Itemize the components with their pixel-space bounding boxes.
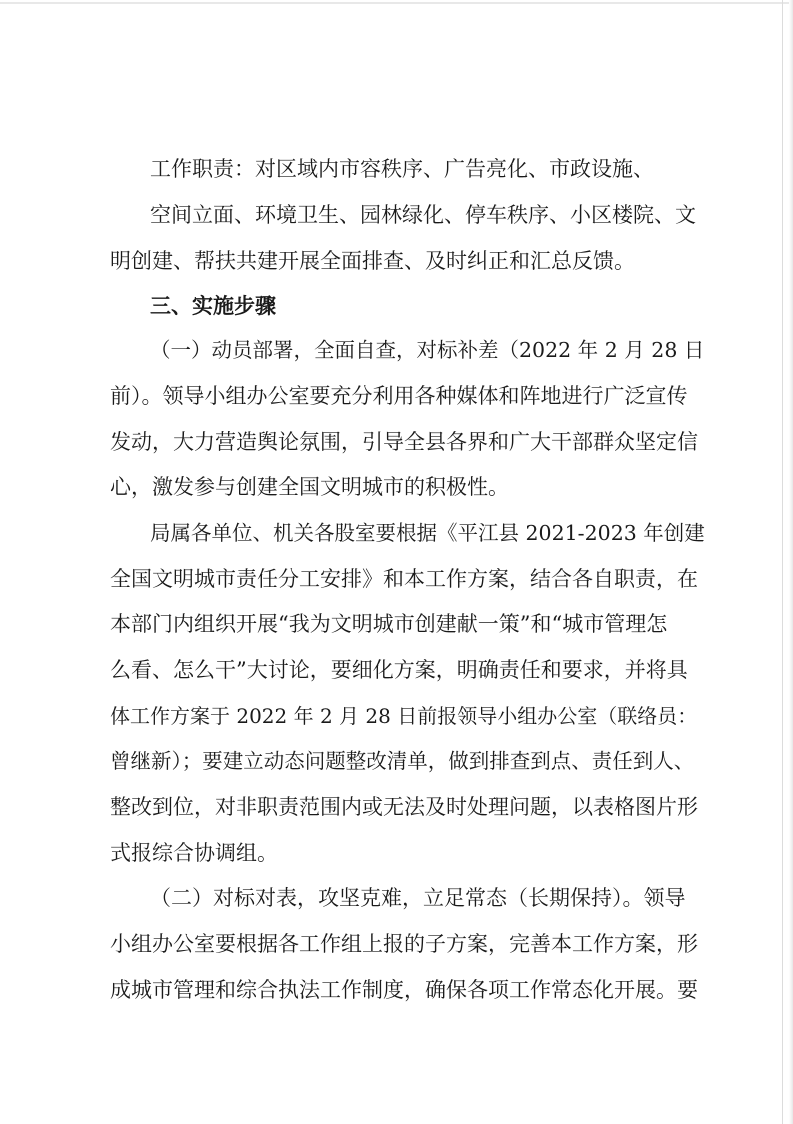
- body-line: 式报综合协调组。: [110, 841, 278, 865]
- section-heading: 三、实施步骤: [150, 294, 276, 318]
- body-line: 曾继新）；要建立动态问题整改清单，做到排查到点、责任到人、: [110, 749, 695, 773]
- body-line: 心，激发参与创建全国文明城市的积极性。: [110, 475, 509, 499]
- body-line: 发动，大力营造舆论氛围，引导全县各界和广大干部群众坚定信: [110, 430, 698, 454]
- body-line: 工作职责：对区域内市容秩序、广告亮化、市政设施、: [150, 157, 654, 181]
- scan-edge: [789, 0, 793, 1124]
- scan-artifact-top: [0, 2, 793, 4]
- body-line: 成城市管理和综合执法工作制度，确保各项工作常态化开展。要: [110, 978, 698, 1002]
- body-line: 么看、怎么干”大讨论，要细化方案，明确责任和要求，并将具: [110, 658, 688, 682]
- body-line: 体工作方案于 2022 年 2 月 28 日前报领导小组办公室（联络员：: [110, 704, 698, 728]
- body-line: 整改到位，对非职责范围内或无法及时处理问题，以表格图片形: [110, 795, 698, 819]
- body-line: 小组办公室要根据各工作组上报的子方案，完善本工作方案，形: [110, 932, 698, 956]
- scan-artifact-right: [782, 0, 783, 1124]
- body-line: （一）动员部署，全面自查，对标补差（2022 年 2 月 28 日: [150, 338, 705, 362]
- body-line: 前）。领导小组办公室要充分利用各种媒体和阵地进行广泛宣传: [110, 384, 688, 408]
- body-line: 全国文明城市责任分工安排》和本工作方案，结合各自职责，在: [110, 567, 698, 591]
- body-line: （二）对标对表，攻坚克难，立足常态（长期保持）。领导: [150, 886, 686, 910]
- body-line: 局属各单位、机关各股室要根据《平江县 2021-2023 年创建: [150, 521, 705, 545]
- body-line: 空间立面、环境卫生、园林绿化、停车秩序、小区楼院、文: [150, 203, 696, 227]
- body-line: 明创建、帮扶共建开展全面排查、及时纠正和汇总反馈。: [110, 249, 635, 273]
- body-line: 本部门内组织开展“我为文明城市创建献一策”和“城市管理怎: [110, 612, 668, 636]
